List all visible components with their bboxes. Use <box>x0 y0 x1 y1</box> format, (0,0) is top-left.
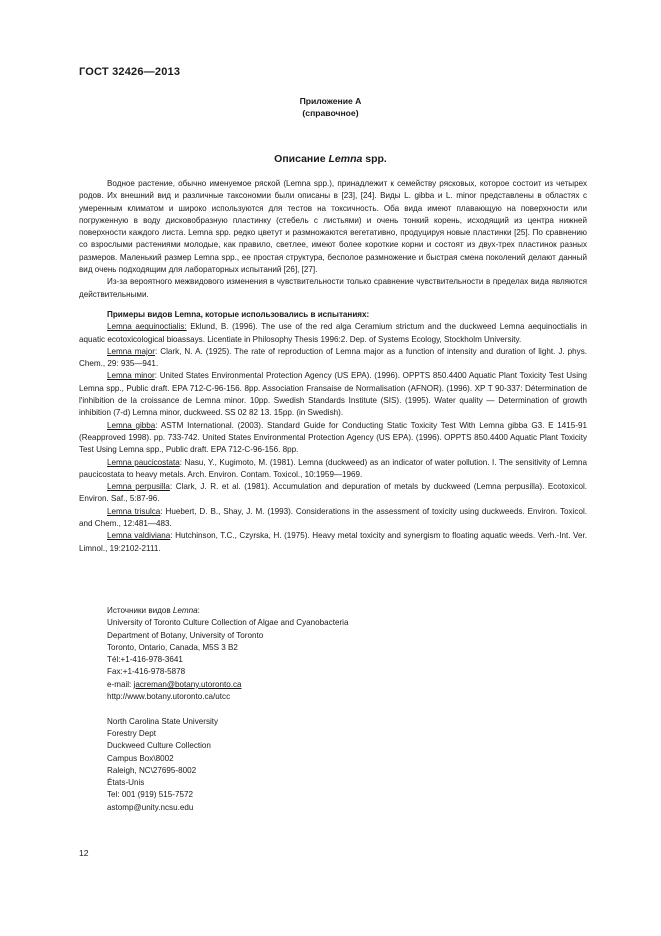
page-number: 12 <box>79 848 89 858</box>
source-line: Forestry Dept <box>107 728 157 738</box>
annex-title: Приложение А <box>299 96 362 106</box>
species-name: Lemna major <box>107 346 156 356</box>
paragraph: Водное растение, обычно именуемое ряской (Lemna spp.), принадлежит к семейству рясковых, которое состоит из четырех родов. Их внешний вид и различные таксономии были описаны в [23], [24]. Виды L. gibba и L. minor представлены в областях с умеренным климатом и широко используются для тестов на токсичность. Оба вида имеют плавающую на поверхности или погруженную в воду дисковобразную пластинку (стебель с листьями) и очень тонкий корень, исходящий из центра нижней поверхности каждого листа. Lemna spp. редко цветут и размножаются вегетативно, продуцируя новые пластинки [25]. По сравнению со взрослыми растениями молодые, как правило, светлее, имеют более короткие корни и состоят из двух-трех пластинок разных размеров. Маленький размер Lemna spp., ее простая структура, бесполое размножение и быстрая смена поколений делают данный вид очень подходящим для лабораторных испытаний [26], [27]. <box>79 179 587 275</box>
reference-text: Eklund, B. (1996). The use of the red alga Ceramium strictum and the duckweed Lemna aequinoctialis in aquatic ecotoxicological bioassays. Licentiate in Philosophy Thesis 1996:2. Dep. of Systems Ecology, Stockholm University. <box>79 322 587 344</box>
source-line: Duckweed Culture Collection <box>107 741 211 751</box>
reference-item <box>79 420 587 457</box>
reference-text: : Hutchinson, T.C., Czyrska, H. (1975). Heavy metal toxicity and synergism to floating aquatic weeds. Verh.-Int. Ver. Limnol., 19:2102-2111. <box>79 531 587 553</box>
reference-text: : United States Environmental Protection Agency (US EPA). (1996). OPPTS 850.4400 Aquatic Plant Toxicity Test Using Lemna spp., Public draft. EPA 712-C-96-156. 8pp. Association Fransaise de Normalisation (AFNOR). (1996). XP T 90-337: Détermination de l'inhibition de la croissance de Lemna minor. 10pp. Swedish Standards Institute (SIS). (1995). Water quality — Determination of growth inhibition (7-d) Lemna minor, duckweed. SS 02 82 13. 15pp. (in Swedish). <box>79 371 587 418</box>
reference-item <box>79 530 587 555</box>
sources-block <box>107 605 348 814</box>
species-name: Lemna gibba <box>107 420 156 430</box>
source-line: Tel: 001 (919) 515-7572 <box>107 790 193 800</box>
reference-item <box>79 506 587 531</box>
species-name: Lemna perpusilla <box>107 482 170 492</box>
paragraph: Из-за вероятного межвидового изменения в чувствительности только сравнение чувствительности в пределах вида являются действительными. <box>79 277 587 299</box>
source-line: Department of Botany, University of Toronto <box>107 630 264 640</box>
species-name: Lemna minor <box>107 371 155 381</box>
species-name: Lemna trisulca <box>107 506 161 516</box>
email-line[interactable]: astomp@unity.ncsu.edu <box>107 802 194 812</box>
species-name: Lemna valdiviana <box>107 531 171 541</box>
source-line: University of Toronto Culture Collection of Algae and Cyanobacteria <box>107 618 349 628</box>
reference-text: : Clark, J. R. et al. (1981). Accumulation and depuration of metals by duckweed (Lemna perpusilla). Ecotoxicol. Environ. Saf., 5:87-96. <box>79 482 587 504</box>
reference-item <box>79 346 587 371</box>
reference-item <box>79 481 587 506</box>
title-prefix: Описание <box>274 153 329 165</box>
website-link[interactable]: http://www.botany.utoronto.ca/utcc <box>107 692 231 702</box>
source-line: États-Unis <box>107 778 145 788</box>
reference-text: : Nasu, Y., Kugimoto, M. (1981). Lemna (duckweed) as an indicator of water pollution. I. The sensitivity of Lemna paucicostata to heavy metals. Arch. Environ. Contam. Toxicol., 10:1959—1969. <box>79 457 587 479</box>
source-line: Fax:+1-416-978-5878 <box>107 667 186 677</box>
species-name: Lemna paucicostata <box>107 457 180 467</box>
species-name: Lemna aequinoctialis: <box>107 322 187 332</box>
reference-item <box>79 321 587 346</box>
annex-note: (справочное) <box>302 108 359 118</box>
source-line: Toronto, Ontario, Canada, M5S 3 B2 <box>107 642 238 652</box>
reference-text: : Clark, N. A. (1925). The rate of reproduction of Lemna major as a function of intensity and duration of light. J. phys. Chem., 29: 935—941. <box>79 346 587 369</box>
annex-heading <box>0 95 661 119</box>
source-line: Raleigh, NC\27695-8002 <box>107 765 197 775</box>
title-suffix: spp. <box>362 153 387 165</box>
document-header: ГОСТ 32426—2013 <box>79 66 181 78</box>
source-line: North Carolina State University <box>107 716 219 726</box>
reference-item <box>79 457 587 482</box>
source-line: Tél:+1-416-978-3641 <box>107 655 183 665</box>
email-line: e-mail: jacreman@botany.utoronto.ca <box>107 679 242 689</box>
source-line: Campus Box\8002 <box>107 753 174 763</box>
document-body <box>79 178 587 555</box>
examples-heading: Примеры видов Lemna, которые использовались в испытаниях: <box>107 309 370 319</box>
title-italic: Lemna <box>328 153 363 165</box>
reference-text: : Huebert, D. B., Shay, J. M. (1993). Considerations in the assessment of toxicity using duckweeds. Environ. Toxicol. and Chem., 12:481—483. <box>79 506 587 529</box>
reference-item <box>79 370 587 419</box>
reference-text: : ASTM International. (2003). Standard Guide for Conducting Static Toxicity Test With Lemna gibba G3. E 1415-91 (Reapproved 1998). pp. 733-742. United States Environmental Protection Agency (US EPA). (1996). OPPTS 850.4400 Aquatic Plant Toxicity Test Using Lemna spp., Public draft. EPA 712-C-96-156. 8pp. <box>79 420 587 455</box>
section-title <box>0 153 661 165</box>
email-link[interactable]: jacreman@botany.utoronto.ca <box>133 679 242 689</box>
sources-heading: Источники видов Lemna: <box>107 606 200 615</box>
